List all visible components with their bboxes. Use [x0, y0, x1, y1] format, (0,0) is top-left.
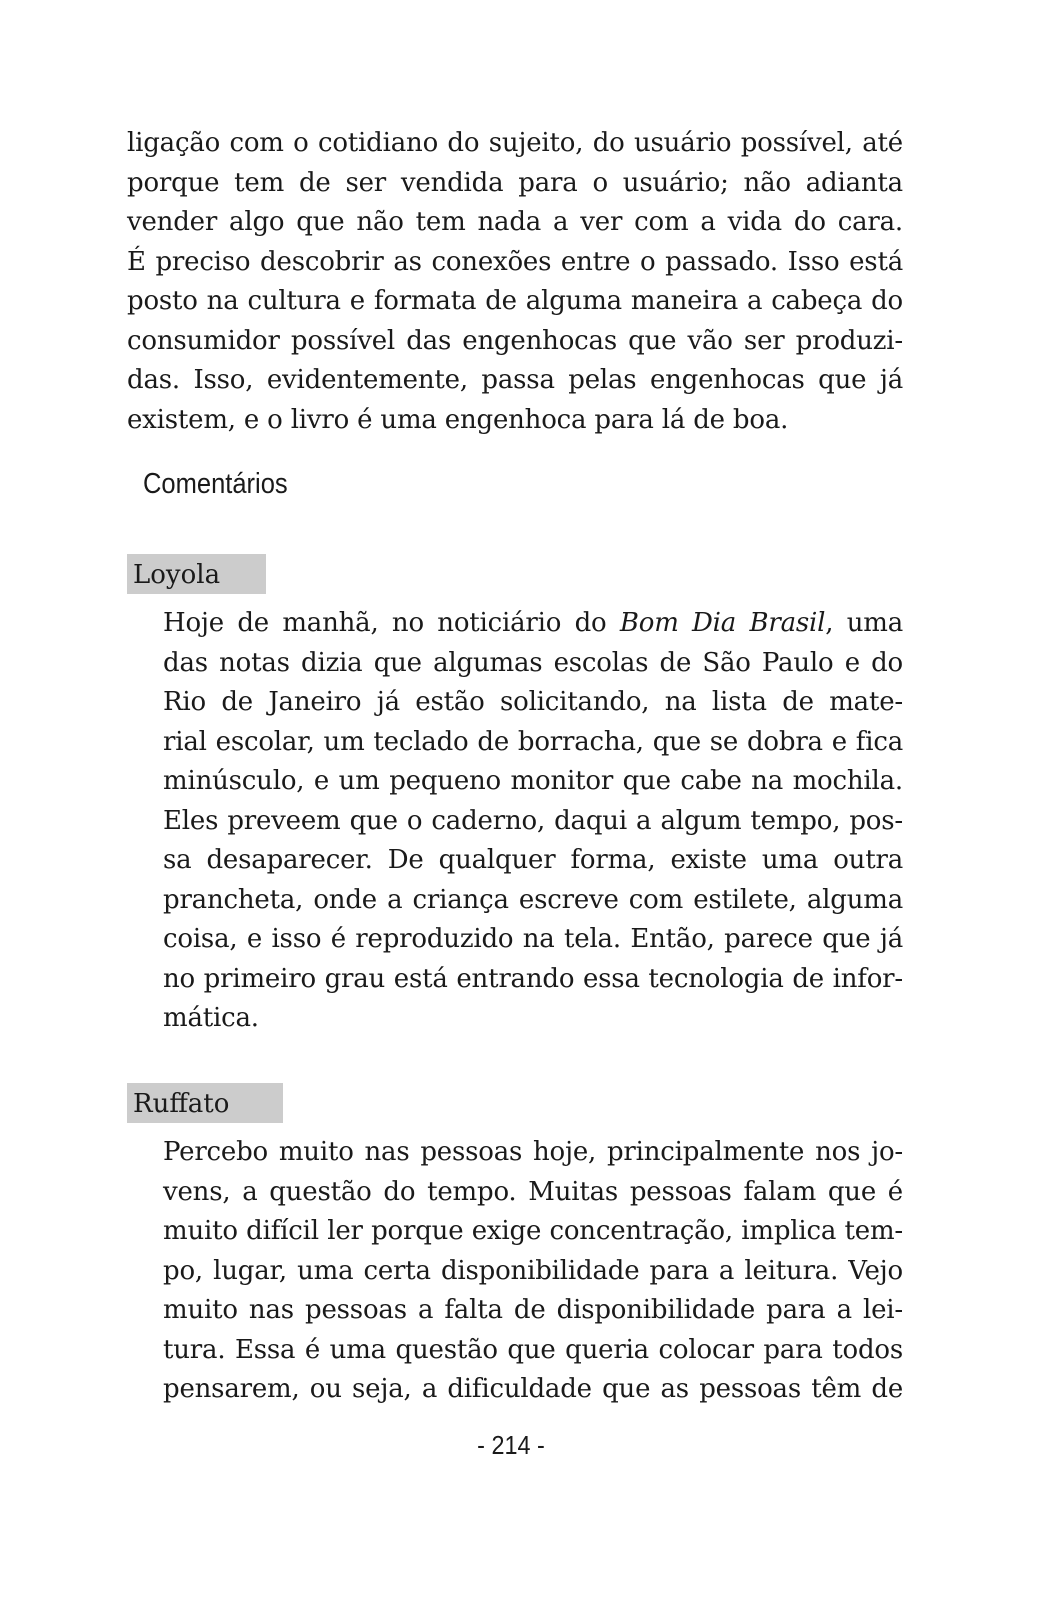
text-line: das. Isso, evidentemente, passa pelas engenhocas que já — [127, 365, 903, 395]
text-line: prancheta, onde a criança escreve com estilete, alguma — [163, 884, 903, 915]
text-line: Rio de Janeiro já estão solicitando, na lista de mate- — [163, 687, 903, 717]
text-line: porque tem de ser vendida para o usuário; não adianta — [127, 167, 903, 198]
text-line: no primeiro grau está entrando essa tecnologia de infor- — [163, 963, 903, 994]
text-segment: , uma — [825, 608, 903, 638]
text-line: muito difícil ler porque exige concentração, implica tem- — [163, 1216, 903, 1246]
text-line — [163, 604, 903, 644]
text-line: sa desaparecer. De qualquer forma, existe uma outra — [163, 845, 903, 875]
program-title: Bom Dia Brasil — [619, 608, 826, 638]
text-line: coisa, e isso é reproduzido na tela. Então, parece que já — [163, 924, 903, 954]
text-line: das notas dizia que algumas escolas de São Paulo e do — [163, 647, 903, 678]
text-line: É preciso descobrir as conexões entre o passado. Isso está — [127, 246, 903, 277]
text-line: muito nas pessoas a falta de disponibilidade para a lei- — [163, 1295, 903, 1325]
text-line: minúsculo, e um pequeno monitor que cabe na mochila. — [163, 766, 903, 796]
text-line: Percebo muito nas pessoas hoje, principalmente nos jo- — [163, 1137, 903, 1167]
intro-paragraph — [127, 124, 903, 440]
comment-loyola — [163, 604, 903, 1039]
text-line: posto na cultura e formata de alguma maneira a cabeça do — [127, 286, 903, 316]
text-line: rial escolar, um teclado de borracha, que se dobra e fica — [163, 726, 903, 757]
text-line: ligação com o cotidiano do sujeito, do usuário possível, até — [127, 128, 903, 158]
section-heading: Comentários — [143, 468, 288, 500]
text-line: vender algo que não tem nada a ver com a vida do cara. — [127, 207, 903, 237]
text-line: vens, a questão do tempo. Muitas pessoas falam que é — [163, 1176, 903, 1207]
text-line: pensarem, ou seja, a dificuldade que as pessoas têm de — [163, 1374, 903, 1404]
page-number: - 214 - — [477, 1430, 545, 1460]
comment-ruffato — [163, 1133, 903, 1410]
speaker-tag-loyola: Loyola — [127, 554, 266, 594]
text-line: po, lugar, uma certa disponibilidade para a leitura. Vejo — [163, 1255, 903, 1286]
text-segment: Hoje de manhã, no noticiário do — [163, 608, 620, 638]
speaker-tag-ruffato: Ruffato — [127, 1083, 283, 1123]
text-line: consumidor possível das engenhocas que vão ser produzi- — [127, 325, 903, 356]
text-line: mática. — [163, 1003, 259, 1033]
text-line: tura. Essa é uma questão que queria colocar para todos — [163, 1334, 903, 1365]
text-line: Eles preveem que o caderno, daqui a algum tempo, pos- — [163, 805, 903, 836]
text-line: existem, e o livro é uma engenhoca para lá de boa. — [127, 404, 789, 435]
